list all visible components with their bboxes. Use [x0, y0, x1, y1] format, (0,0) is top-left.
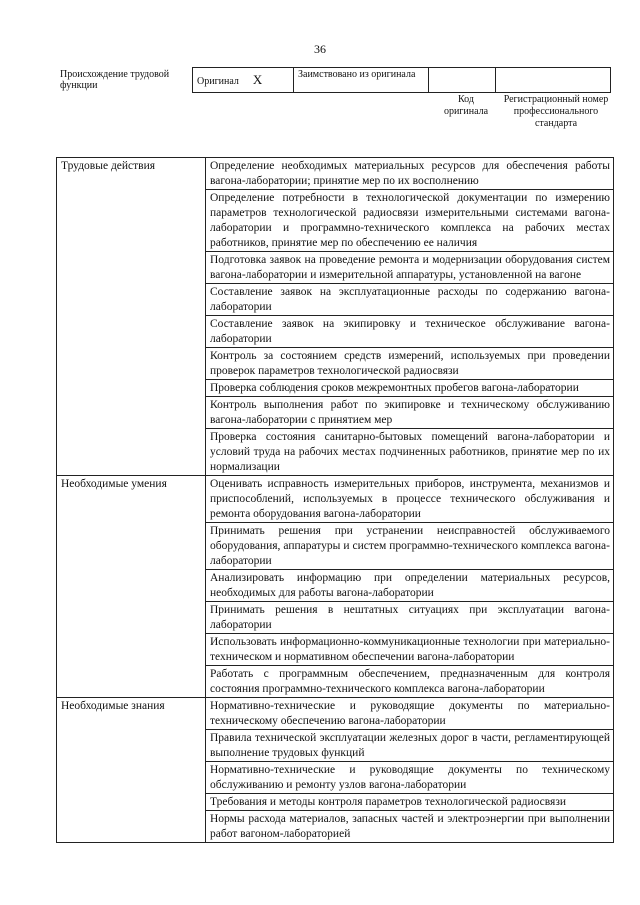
list-item: Анализировать информацию при определении материальных ресурсов, необходимых для работы вагона-лаборатории: [206, 570, 614, 602]
reg-label: Регистрационный номер профессионального стандарта: [503, 94, 609, 129]
list-item: Нормативно-технические и руководящие документы по техническому обслуживанию и ремонту узлов вагона-лаборатории: [206, 762, 614, 794]
section-title: Трудовые действия: [57, 158, 206, 476]
list-item: Работать с программным обеспечением, предназначенным для контроля состояния программно-технического комплекса вагона-лаборатории: [206, 666, 614, 698]
section-title: Необходимые умения: [57, 476, 206, 698]
borrowed-label: Заимствовано из оригинала: [294, 68, 429, 93]
list-item: Составление заявок на эксплуатационные расходы по содержанию вагона-лаборатории: [206, 284, 614, 316]
code-label: Код оригинала: [443, 94, 489, 117]
page-number: 36: [314, 42, 326, 56]
table-row: [57, 476, 614, 523]
list-item: Контроль выполнения работ по экипировке и техническому обслуживанию вагона-лаборатории с принятием мер: [206, 397, 614, 429]
list-item: Правила технической эксплуатации железных дорог в части, регламентирующей выполнение трудовых функций: [206, 730, 614, 762]
list-item: Проверка состояния санитарно-бытовых помещений вагона-лаборатории и условий труда на рабочих местах подчиненных работников, принятие мер по их нормализации: [206, 429, 614, 476]
list-item: Оценивать исправность измерительных приборов, инструмента, механизмов и приспособлений, используемых в процессе технического обслуживания и ремонта оборудования вагона-лаборатории: [206, 476, 614, 523]
list-item: Принимать решения в нештатных ситуациях при эксплуатации вагона-лаборатории: [206, 602, 614, 634]
list-item: Составление заявок на экипировку и техническое обслуживание вагона-лаборатории: [206, 316, 614, 348]
list-item: Нормативно-технические и руководящие документы по материально-техническому обеспечению вагона-лаборатории: [206, 698, 614, 730]
code-cell: [429, 68, 496, 93]
origin-label: Происхождение трудовой функции: [60, 69, 170, 91]
origin-table: [192, 67, 611, 93]
section-title: Необходимые знания: [57, 698, 206, 843]
original-cell: [193, 68, 294, 93]
list-item: Подготовка заявок на проведение ремонта и модернизации оборудования систем вагона-лаборатории и измерительной аппаратуры, установленной на вагоне: [206, 252, 614, 284]
list-item: Принимать решения при устранении неисправностей обслуживаемого оборудования, аппаратуры и систем программно-технического комплекса вагона-лаборатории: [206, 523, 614, 570]
table-row: [57, 698, 614, 730]
table-row: [57, 158, 614, 190]
list-item: Нормы расхода материалов, запасных частей и электроэнергии при выполнении работ вагоном-лабораторией: [206, 811, 614, 843]
list-item: Определение необходимых материальных ресурсов для обеспечения работы вагона-лаборатории; принятие мер по их восполнению: [206, 158, 614, 190]
list-item: Использовать информационно-коммуникационные технологии при материально-техническом и нормативном обеспечении вагона-лаборатории: [206, 634, 614, 666]
original-label: Оригинал: [197, 76, 239, 87]
function-table: [56, 157, 614, 843]
reg-number-cell: [496, 68, 611, 93]
list-item: Контроль за состоянием средств измерений, используемых при проведении проверок параметров технологической радиосвязи: [206, 348, 614, 380]
original-mark: X: [252, 72, 263, 87]
list-item: Проверка соблюдения сроков межремонтных пробегов вагона-лаборатории: [206, 380, 614, 397]
list-item: Требования и методы контроля параметров технологической радиосвязи: [206, 794, 614, 811]
list-item: Определение потребности в технологической документации по измерению параметров технологической радиосвязи измерительными системами вагона-лаборатории и программно-технического комплекса на рабочих местах работников, принятие мер по обеспечению ее наличия: [206, 190, 614, 252]
